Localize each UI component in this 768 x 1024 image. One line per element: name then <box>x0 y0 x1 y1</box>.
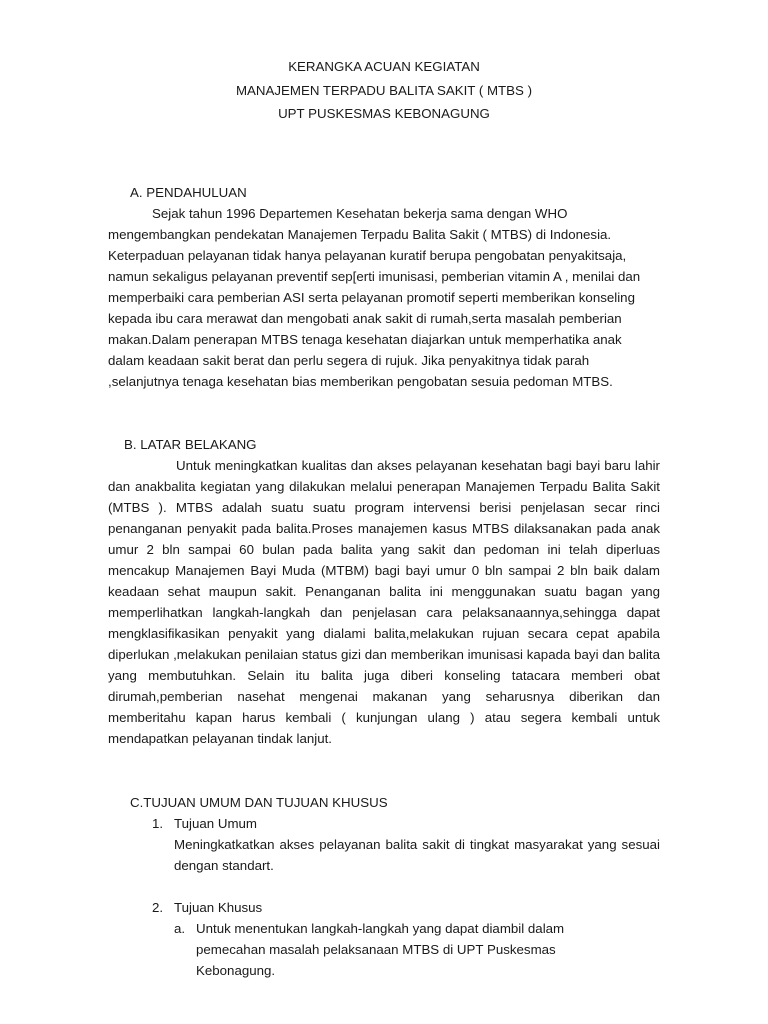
title-line-2: MANAJEMEN TERPADU BALITA SAKIT ( MTBS ) <box>235 82 533 98</box>
document-title <box>0 55 768 126</box>
list-item-head <box>152 813 660 834</box>
list-item-tujuan-umum <box>108 813 660 876</box>
list-item-tujuan-khusus <box>108 897 660 981</box>
list-item-label: Tujuan Umum <box>174 816 258 831</box>
sub-list-letter: a. <box>174 921 186 936</box>
list-item-label: Tujuan Khusus <box>174 900 263 915</box>
list-item-text: Meningkatkatkan akses pelayanan balita sakit di tingkat masyarakat yang sesuai dengan standart. <box>174 837 660 873</box>
section-heading-a: A. PENDAHULUAN <box>130 185 247 200</box>
list-item-head <box>152 897 660 918</box>
section-heading-b: B. LATAR BELAKANG <box>124 437 257 452</box>
section-a-paragraph: Sejak tahun 1996 Departemen Kesehatan bekerja sama dengan WHO mengembangkan pendekatan Manajemen Terpadu Balita Sakit ( MTBS) di Indonesia. Keterpaduan pelayanan tidak hanya pelayanan kuratif berupa pengobatan penyakitsaja, namun sekaligus pelayanan preventif sep[erti imunisasi, pemberian vitamin A , menilai dan memperbaiki cara pemberian ASI serta pelayanan promotif seperti memberikan konseling kepada ibu cara merawat dan mengobati anak sakit di rumah,serta masalah pemberian makan.Dalam penerapan MTBS tenaga kesehatan diajarkan untuk memperhatika anak dalam keadaan sakit berat dan perlu segera di rujuk. Jika penyakitnya tidak parah ,selanjutnya tenaga kesehatan bias memberikan pengobatan sesuia pedoman MTBS. <box>108 206 641 389</box>
title-line-1: KERANGKA ACUAN KEGIATAN <box>288 59 480 74</box>
list-number: 2. <box>152 900 164 915</box>
title-line-3: UPT PUSKESMAS KEBONAGUNG <box>278 106 490 121</box>
section-b-paragraph: Untuk meningkatkan kualitas dan akses pelayanan kesehatan bagi bayi baru lahir dan anakbalita kegiatan yang dilakukan melalui penerapan Manajemen Terpadu Balita Sakit (MTBS ). MTBS adalah suatu suatu program intervensi berisi penjelasan secar rinci penanganan penyakit pada balita.Proses manajemen kasus MTBS dilaksanakan pada anak umur 2 bln sampai 60 bulan pada balita yang sakit dan pedoman ini telah diperluas mencakup Manajemen Bayi Muda (MTBM) bagi bayi umur 0 bln sampai 2 bln baik dalam keadaan sehat maupun sakit. Penanganan balita ini menggunakan suatu bagan yang memperlihatkan langkah-langkah dan penjelasan cara pelaksanaannya,sehingga dapat mengklasifikasikan penyakit yang dialami balita,melakukan rujuan secara cepat apabila diperlukan ,melakukan penilaian status gizi dan memberikan imunisasi kapada bayi dan balita yang membutuhkan. Selain itu balita juga diberi konseling tatacara memberi obat dirumah,pemberian nasehat mengenai makanan yang seharusnya diberikan dan memberitahu kapan harus kembali ( kunjungan ulang ) atau segera kembali untuk mendapatkan pelayanan tindak lanjut. <box>108 458 660 746</box>
list-number: 1. <box>152 816 164 831</box>
sub-list-text: Untuk menentukan langkah-langkah yang dapat diambil dalam pemecahan masalah pelaksanaan MTBS di UPT Puskesmas Kebonagung. <box>196 921 565 978</box>
section-tujuan <box>108 792 660 981</box>
section-heading-c: C.TUJUAN UMUM DAN TUJUAN KHUSUS <box>130 795 388 810</box>
sub-list-item-a <box>152 918 660 981</box>
section-pendahuluan <box>108 182 660 392</box>
section-latar-belakang <box>108 434 660 749</box>
